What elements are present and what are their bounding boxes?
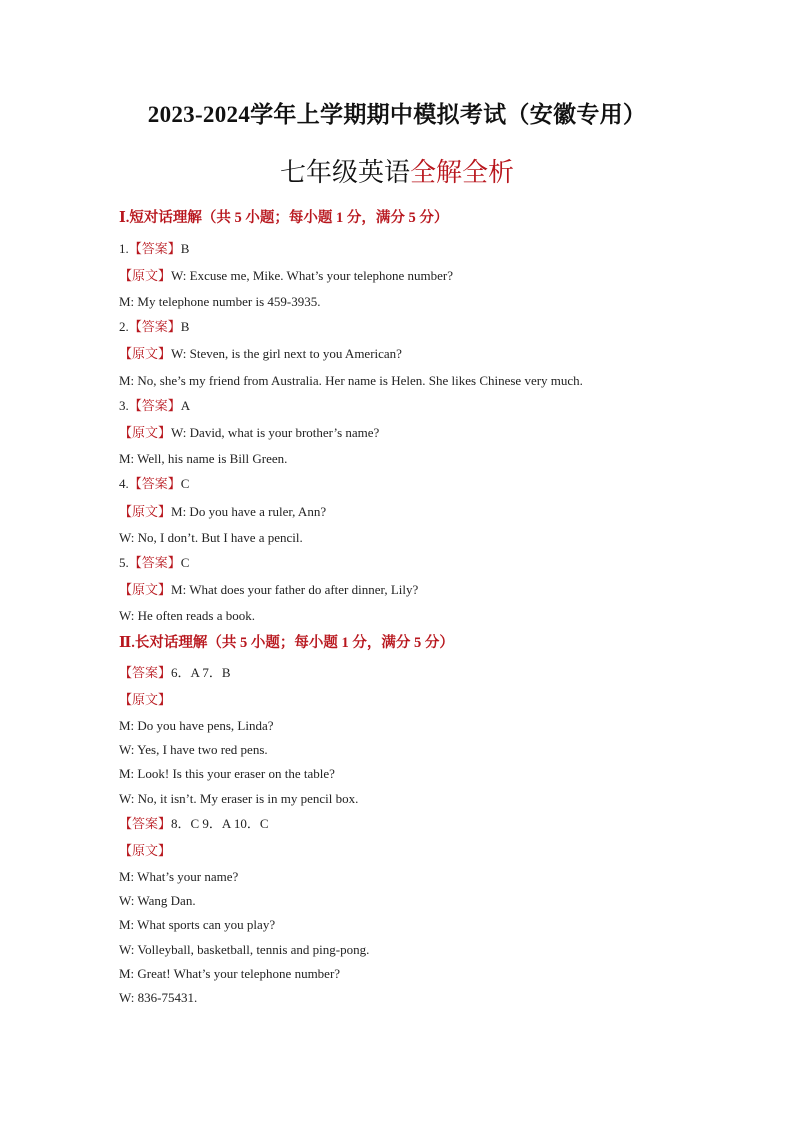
- answer-line-4: [119, 475, 189, 493]
- answer-tag: 【答案】: [119, 816, 172, 831]
- answer-value: C: [180, 476, 190, 491]
- script-tag: 【原文】: [119, 582, 172, 597]
- script-tag: 【原文】: [119, 692, 172, 707]
- dialogue-line: W: 836-75431.: [119, 990, 198, 1005]
- question-number: 1.: [119, 241, 129, 256]
- question-number: 5.: [119, 555, 129, 570]
- answer-line-3: [119, 397, 190, 415]
- answer-tag: 【答案】: [119, 665, 172, 680]
- section-heading-2: Ⅱ.长对话理解（共 5 小题；每小题 1 分，满分 5 分）: [119, 635, 454, 651]
- answer-tag: 【答案】: [128, 241, 181, 256]
- script-tag: 【原文】: [119, 843, 172, 858]
- script-line-1: [119, 267, 453, 285]
- answer-value: 6．A 7．B: [171, 665, 231, 680]
- question-number: 4.: [119, 476, 129, 491]
- answer-line-1: [119, 240, 189, 258]
- dialogue-line: M: What sports can you play?: [119, 917, 276, 932]
- dialogue-line: M: No, she’s my friend from Australia. Her name is Helen. She likes Chinese very much.: [119, 373, 583, 388]
- page-title: 2023-2024学年上学期期中模拟考试（安徽专用）: [147, 102, 647, 127]
- answer-line-5: [119, 554, 189, 572]
- dialogue-line: M: My telephone number is 459-3935.: [119, 294, 321, 309]
- dialogue-line: M: Do you have pens, Linda?: [119, 718, 274, 733]
- dialogue-line: M: Look! Is this your eraser on the table?: [119, 766, 335, 781]
- subtitle-red: 全解全析: [410, 158, 515, 187]
- script-tag: 【原文】: [119, 268, 172, 283]
- answer-value: C: [180, 555, 190, 570]
- script-line-8-10: [119, 842, 171, 860]
- dialogue-line: W: No, I don’t. But I have a pencil.: [119, 530, 303, 545]
- page-subtitle: [0, 152, 794, 189]
- answer-value: A: [180, 398, 191, 413]
- answer-tag: 【答案】: [128, 555, 181, 570]
- script-text: W: David, what is your brother’s name?: [171, 425, 380, 440]
- dialogue-line: W: He often reads a book.: [119, 608, 255, 623]
- dialogue-line: M: Well, his name is Bill Green.: [119, 451, 288, 466]
- subtitle-black: 七年级英语: [279, 158, 410, 187]
- dialogue-line: W: No, it isn’t. My eraser is in my pencil box.: [119, 791, 359, 806]
- dialogue-line: W: Wang Dan.: [119, 893, 196, 908]
- section-heading-1: Ⅰ.短对话理解（共 5 小题；每小题 1 分，满分 5 分）: [119, 210, 449, 226]
- script-tag: 【原文】: [119, 425, 172, 440]
- answer-tag: 【答案】: [128, 319, 181, 334]
- answer-tag: 【答案】: [128, 476, 181, 491]
- script-line-4: [119, 503, 326, 521]
- answer-value: B: [180, 319, 190, 334]
- dialogue-line: M: Great! What’s your telephone number?: [119, 966, 341, 981]
- answer-line-2: [119, 318, 189, 336]
- script-line-5: [119, 581, 418, 599]
- answer-tag: 【答案】: [128, 398, 181, 413]
- script-text: M: What does your father do after dinner, Lily?: [171, 582, 419, 597]
- dialogue-line: W: Volleyball, basketball, tennis and ping-pong.: [119, 942, 370, 957]
- script-tag: 【原文】: [119, 504, 172, 519]
- dialogue-line: M: What’s your name?: [119, 869, 239, 884]
- answer-line-8-10: [119, 815, 269, 833]
- script-line-6-7: [119, 691, 171, 709]
- script-text: W: Steven, is the girl next to you American?: [171, 346, 402, 361]
- answer-value: B: [180, 241, 190, 256]
- answer-value: 8．C 9．A 10．C: [171, 816, 269, 831]
- dialogue-line: W: Yes, I have two red pens.: [119, 742, 268, 757]
- script-text: W: Excuse me, Mike. What’s your telephone number?: [171, 268, 453, 283]
- script-text: M: Do you have a ruler, Ann?: [171, 504, 327, 519]
- script-line-2: [119, 345, 402, 363]
- script-tag: 【原文】: [119, 346, 172, 361]
- answer-line-6-7: [119, 664, 231, 682]
- question-number: 2.: [119, 319, 129, 334]
- script-line-3: [119, 424, 379, 442]
- question-number: 3.: [119, 398, 129, 413]
